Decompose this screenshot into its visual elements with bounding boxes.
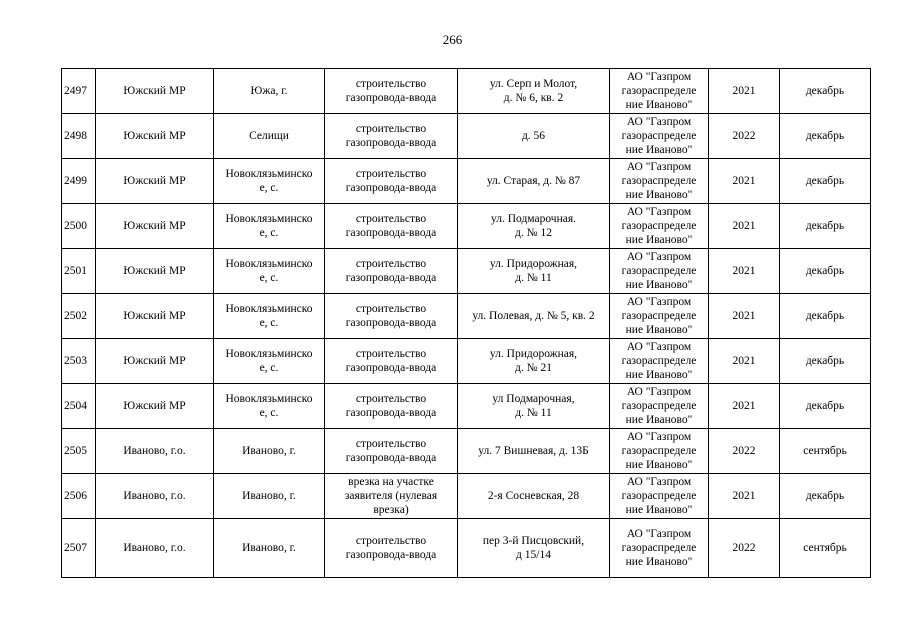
cell-address [458, 519, 610, 578]
cell-line: ул. Придорожная, [489, 348, 578, 360]
cell-line: Иваново, г. [242, 542, 296, 554]
cell-district: Иваново, г.о. [96, 519, 214, 578]
cell-line: ние Иваново" [625, 189, 693, 201]
cell-address [458, 114, 610, 159]
cell-district: Иваново, г.о. [96, 474, 214, 519]
cell-number: 2499 [62, 159, 96, 204]
cell-line: ние Иваново" [625, 279, 693, 291]
cell-district: Южский МР [96, 204, 214, 249]
cell-line: е, с. [259, 407, 279, 419]
cell-year: 2022 [709, 519, 780, 578]
cell-month: декабрь [780, 474, 871, 519]
cell-organization [610, 114, 709, 159]
cell-organization [610, 294, 709, 339]
cell-address [458, 339, 610, 384]
cell-work-type [325, 429, 458, 474]
cell-line: д. № 12 [515, 227, 552, 239]
cell-line: строительство [355, 393, 427, 405]
cell-line: газопровода-ввода [345, 407, 437, 419]
cell-organization [610, 474, 709, 519]
cell-line: газопровода-ввода [345, 452, 437, 464]
cell-line: газопровода-ввода [345, 362, 437, 374]
cell-line: врезка) [373, 504, 409, 516]
cell-line: д. № 21 [515, 362, 552, 374]
cell-line: 2-я Сосневская, 28 [487, 490, 580, 502]
cell-line: строительство [355, 438, 427, 450]
cell-month: сентябрь [780, 429, 871, 474]
cell-number: 2502 [62, 294, 96, 339]
cell-line: ул. Полевая, д. № 5, кв. 2 [472, 310, 595, 322]
cell-address [458, 249, 610, 294]
cell-month: декабрь [780, 339, 871, 384]
cell-year: 2021 [709, 159, 780, 204]
cell-line: газораспределе [621, 85, 697, 97]
cell-line: газораспределе [621, 542, 697, 554]
cell-organization [610, 429, 709, 474]
cell-line: АО "Газпром [626, 116, 692, 128]
cell-locality [214, 114, 325, 159]
cell-month: декабрь [780, 114, 871, 159]
cell-district: Иваново, г.о. [96, 429, 214, 474]
cell-line: строительство [355, 303, 427, 315]
cell-line: строительство [355, 535, 427, 547]
cell-line: строительство [355, 123, 427, 135]
cell-line: строительство [355, 258, 427, 270]
cell-number: 2503 [62, 339, 96, 384]
cell-line: строительство [355, 168, 427, 180]
cell-line: Новоклязьминско [225, 348, 313, 360]
cell-line: газораспределе [621, 490, 697, 502]
cell-year: 2021 [709, 69, 780, 114]
cell-number: 2500 [62, 204, 96, 249]
cell-line: ние Иваново" [625, 459, 693, 471]
cell-organization [610, 519, 709, 578]
cell-line: ул. Старая, д. № 87 [486, 175, 581, 187]
cell-line: е, с. [259, 272, 279, 284]
cell-locality [214, 159, 325, 204]
cell-line: АО "Газпром [626, 528, 692, 540]
cell-locality [214, 429, 325, 474]
cell-number: 2506 [62, 474, 96, 519]
cell-line: д. № 11 [515, 272, 552, 284]
cell-work-type [325, 339, 458, 384]
cell-line: ние Иваново" [625, 414, 693, 426]
cell-year: 2021 [709, 294, 780, 339]
cell-work-type [325, 159, 458, 204]
cell-line: газопровода-ввода [345, 317, 437, 329]
cell-line: врезка на участке [348, 476, 434, 488]
cell-line: Южа, г. [250, 85, 288, 97]
cell-organization [610, 339, 709, 384]
cell-line: ние Иваново" [625, 234, 693, 246]
cell-line: е, с. [259, 182, 279, 194]
cell-line: АО "Газпром [626, 476, 692, 488]
cell-organization [610, 204, 709, 249]
cell-locality [214, 294, 325, 339]
cell-work-type [325, 294, 458, 339]
cell-line: ул. 7 Вишневая, д. 13Б [478, 445, 589, 457]
cell-address [458, 474, 610, 519]
cell-month: декабрь [780, 384, 871, 429]
cell-year: 2021 [709, 384, 780, 429]
cell-line: газопровода-ввода [345, 92, 437, 104]
page-number: 266 [442, 32, 463, 47]
cell-year: 2022 [709, 429, 780, 474]
cell-number: 2505 [62, 429, 96, 474]
cell-line: АО "Газпром [626, 251, 692, 263]
cell-line: Новоклязьминско [225, 213, 313, 225]
cell-line: АО "Газпром [626, 341, 692, 353]
cell-year: 2021 [709, 204, 780, 249]
cell-line: газопровода-ввода [345, 137, 437, 149]
cell-locality [214, 249, 325, 294]
cell-line: газораспределе [621, 355, 697, 367]
cell-line: ние Иваново" [625, 324, 693, 336]
cell-line: Новоклязьминско [225, 258, 313, 270]
table-row [62, 114, 871, 159]
cell-line: строительство [355, 213, 427, 225]
cell-line: ул. Серп и Молот, [489, 78, 578, 90]
cell-organization [610, 384, 709, 429]
cell-locality [214, 69, 325, 114]
cell-line: АО "Газпром [626, 161, 692, 173]
cell-line: газораспределе [621, 130, 697, 142]
cell-district: Южский МР [96, 69, 214, 114]
cell-locality [214, 474, 325, 519]
cell-line: Новоклязьминско [225, 393, 313, 405]
table-row [62, 519, 871, 578]
cell-number: 2507 [62, 519, 96, 578]
table-row [62, 159, 871, 204]
cell-line: д. № 6, кв. 2 [503, 92, 564, 104]
cell-number: 2498 [62, 114, 96, 159]
cell-locality [214, 519, 325, 578]
cell-work-type [325, 384, 458, 429]
table-row [62, 249, 871, 294]
cell-district: Южский МР [96, 339, 214, 384]
cell-line: Иваново, г. [242, 490, 296, 502]
table-row [62, 339, 871, 384]
cell-line: АО "Газпром [626, 431, 692, 443]
cell-line: Иваново, г. [242, 445, 296, 457]
cell-line: газораспределе [621, 310, 697, 322]
gas-connection-table [61, 68, 871, 578]
cell-locality [214, 204, 325, 249]
cell-line: заявителя (нулевая [344, 490, 438, 502]
cell-line: ул. Придорожная, [489, 258, 578, 270]
cell-address [458, 69, 610, 114]
cell-line: АО "Газпром [626, 206, 692, 218]
cell-line: строительство [355, 348, 427, 360]
cell-line: ние Иваново" [625, 504, 693, 516]
cell-number: 2501 [62, 249, 96, 294]
cell-line: газопровода-ввода [345, 182, 437, 194]
cell-line: д. 56 [521, 130, 546, 142]
cell-line: АО "Газпром [626, 296, 692, 308]
cell-line: д 15/14 [516, 549, 551, 561]
cell-month: декабрь [780, 159, 871, 204]
cell-line: е, с. [259, 227, 279, 239]
cell-district: Южский МР [96, 114, 214, 159]
cell-line: е, с. [259, 317, 279, 329]
table-row [62, 384, 871, 429]
cell-address [458, 159, 610, 204]
cell-line: газораспределе [621, 175, 697, 187]
cell-year: 2021 [709, 249, 780, 294]
cell-line: ние Иваново" [625, 369, 693, 381]
cell-line: ул Подмарочная, [492, 393, 575, 405]
cell-number: 2504 [62, 384, 96, 429]
cell-line: строительство [355, 78, 427, 90]
table-row [62, 69, 871, 114]
cell-work-type [325, 114, 458, 159]
cell-line: е, с. [259, 362, 279, 374]
cell-line: газопровода-ввода [345, 272, 437, 284]
cell-work-type [325, 474, 458, 519]
cell-line: ние Иваново" [625, 144, 693, 156]
table-body [62, 69, 871, 578]
cell-line: газораспределе [621, 265, 697, 277]
cell-line: АО "Газпром [626, 386, 692, 398]
cell-line: АО "Газпром [626, 71, 692, 83]
cell-month: декабрь [780, 69, 871, 114]
cell-district: Южский МР [96, 159, 214, 204]
cell-line: ул. Подмарочная. [490, 213, 577, 225]
cell-month: сентябрь [780, 519, 871, 578]
cell-line: ние Иваново" [625, 556, 693, 568]
cell-organization [610, 159, 709, 204]
cell-line: газораспределе [621, 400, 697, 412]
cell-month: декабрь [780, 204, 871, 249]
table-row [62, 204, 871, 249]
cell-line: пер 3-й Писцовский, [482, 535, 585, 547]
cell-line: Селищи [249, 130, 289, 142]
cell-month: декабрь [780, 249, 871, 294]
cell-organization [610, 69, 709, 114]
cell-address [458, 384, 610, 429]
cell-work-type [325, 69, 458, 114]
cell-address [458, 204, 610, 249]
cell-month: декабрь [780, 294, 871, 339]
cell-locality [214, 339, 325, 384]
cell-address [458, 294, 610, 339]
cell-district: Южский МР [96, 249, 214, 294]
cell-year: 2021 [709, 339, 780, 384]
cell-organization [610, 249, 709, 294]
cell-work-type [325, 249, 458, 294]
cell-year: 2022 [709, 114, 780, 159]
cell-line: газопровода-ввода [345, 227, 437, 239]
cell-year: 2021 [709, 474, 780, 519]
cell-district: Южский МР [96, 294, 214, 339]
cell-address [458, 429, 610, 474]
cell-work-type [325, 519, 458, 578]
cell-line: Новоклязьминско [225, 168, 313, 180]
cell-line: Новоклязьминско [225, 303, 313, 315]
cell-line: газораспределе [621, 445, 697, 457]
table-row [62, 474, 871, 519]
cell-line: газопровода-ввода [345, 549, 437, 561]
cell-work-type [325, 204, 458, 249]
cell-line: ние Иваново" [625, 99, 693, 111]
cell-number: 2497 [62, 69, 96, 114]
table-row [62, 429, 871, 474]
cell-line: д. № 11 [515, 407, 552, 419]
table-row [62, 294, 871, 339]
cell-district: Южский МР [96, 384, 214, 429]
cell-line: газораспределе [621, 220, 697, 232]
cell-locality [214, 384, 325, 429]
